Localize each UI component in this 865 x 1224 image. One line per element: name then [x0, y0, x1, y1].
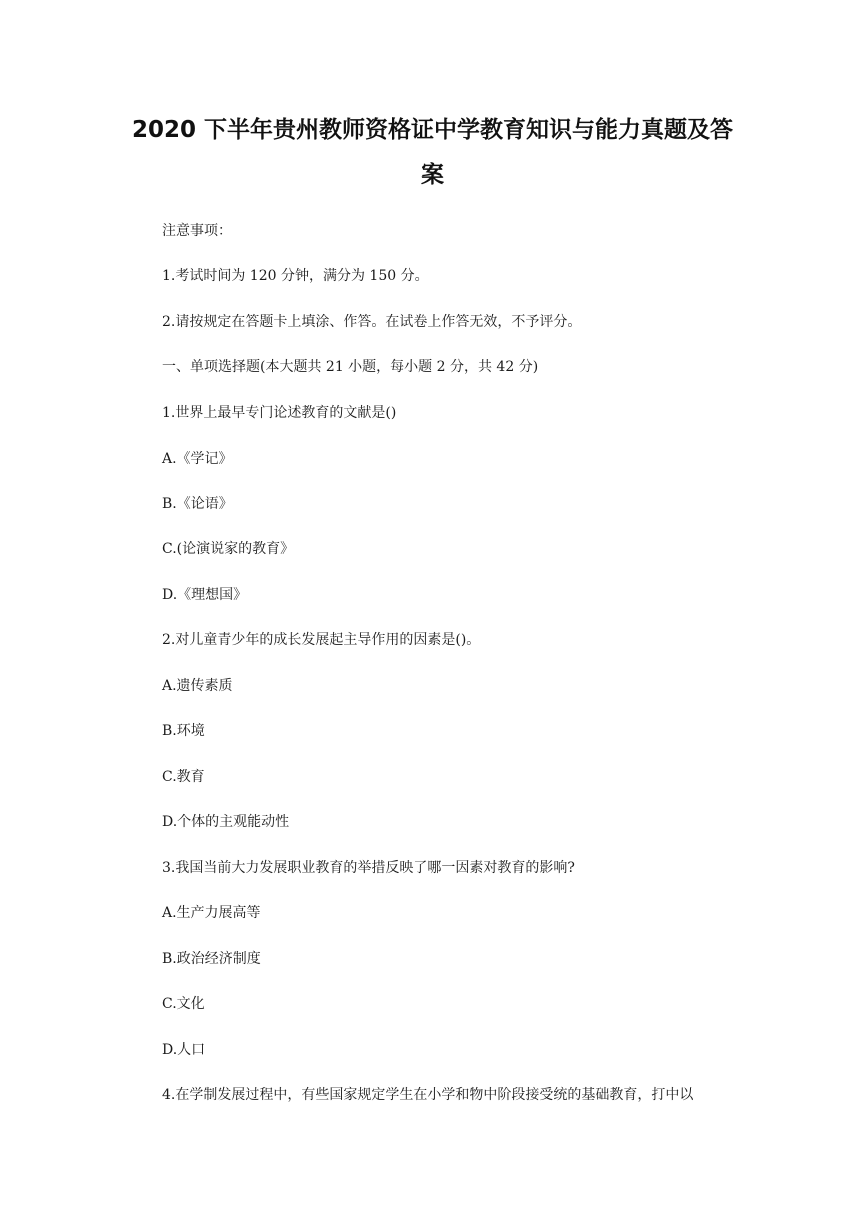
- question-2-option-c: C.教育: [162, 769, 205, 785]
- question-3-option-b: B.政治经济制度: [162, 951, 261, 967]
- notes-heading: 注意事项：: [162, 223, 232, 239]
- question-2-option-a: A.遗传素质: [162, 678, 233, 694]
- question-1-stem: 1.世界上最早专门论述教育的文献是(): [162, 405, 397, 421]
- question-2-stem: 2.对儿童青少年的成长发展起主导作用的因素是()。: [162, 632, 481, 648]
- question-4-stem: 4.在学制发展过程中，有些国家规定学生在小学和物中阶段接受统的基础教育，打中以: [162, 1087, 694, 1103]
- notes-item-2: 2.请按规定在答题卡上填涂、作答。在试卷上作答无效，不予评分。: [162, 314, 582, 330]
- question-1-option-c: C.(论演说家的教育》: [162, 541, 295, 557]
- document-title-line-1: 2020 下半年贵州教师资格证中学教育知识与能力真题及答: [131, 117, 734, 143]
- question-3-option-a: A.生产力展高等: [162, 905, 261, 921]
- notes-item-1: 1.考试时间为 120 分钟，满分为 150 分。: [162, 268, 429, 284]
- question-3-option-c: C.文化: [162, 996, 205, 1012]
- question-1-option-a: A.《学记》: [162, 451, 233, 467]
- document-title-line-2: 案: [421, 162, 444, 188]
- question-3-stem: 3.我国当前大力发展职业教育的举措反映了哪一因素对教育的影响?: [162, 860, 575, 876]
- question-1-option-b: B.《论语》: [162, 496, 233, 512]
- question-2-option-d: D.个体的主观能动性: [162, 814, 290, 830]
- section-heading: 一、单项选择题(本大题共 21 小题，每小题 2 分，共 42 分): [162, 359, 539, 375]
- question-2-option-b: B.环境: [162, 723, 205, 739]
- question-1-option-d: D.《理想国》: [162, 587, 248, 603]
- question-3-option-d: D.人口: [162, 1042, 206, 1058]
